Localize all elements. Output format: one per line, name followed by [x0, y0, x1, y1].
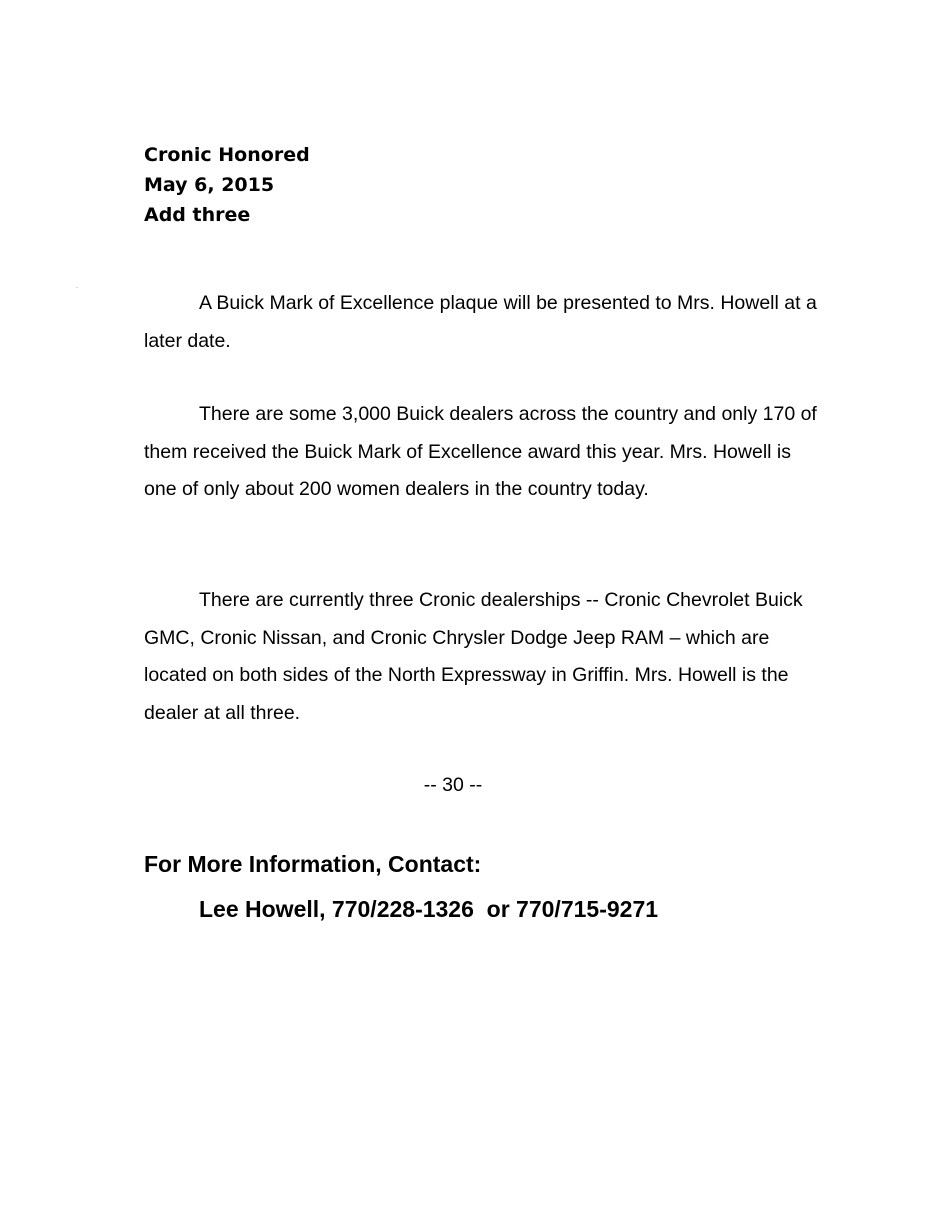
end-mark: -- 30 --: [423, 774, 483, 796]
release-header: [144, 140, 310, 230]
paragraph-3: [144, 582, 824, 732]
page-label: Add three: [144, 204, 251, 226]
scan-speck: [76, 287, 78, 288]
release-date: May 6, 2015: [144, 174, 275, 196]
contact-heading: For More Information, Contact:: [144, 851, 482, 877]
paragraph-1: [144, 285, 824, 360]
paragraph-1-text: A Buick Mark of Excellence plaque will be presented to Mrs. Howell at a later date.: [144, 292, 817, 352]
paragraph-3-text: There are currently three Cronic dealerships -- Cronic Chevrolet Buick GMC, Cronic Nissan, and Cronic Chrysler Dodge Jeep RAM – which are located on both sides of the North Expressway in Griffin. Mrs. Howell is the dealer at all three.: [144, 589, 803, 724]
paragraph-2: [144, 396, 824, 509]
contact-details: Lee Howell, 770/228-1326 or 770/715-9271: [199, 896, 659, 922]
paragraph-2-text: There are some 3,000 Buick dealers across the country and only 170 of them received the Buick Mark of Excellence award this year. Mrs. Howell is one of only about 200 women dealers in the country today.: [144, 403, 817, 500]
release-title: Cronic Honored: [144, 144, 310, 166]
